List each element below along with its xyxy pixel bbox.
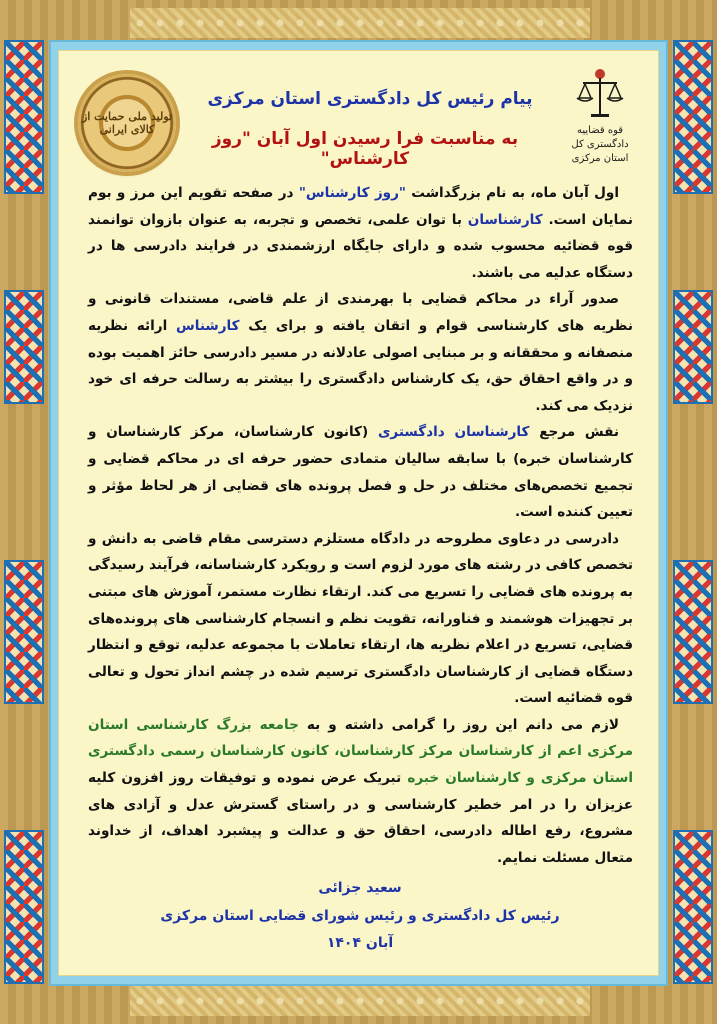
p1-text-a: اول آبان ماه، به نام بزرگداشت — [406, 185, 619, 201]
p1-text-e: با توان علمی، تخصص و تجربه، به عنوان بازوان توانمند قوه قضائیه محسوب شده و دارای جایگاه ارزشمندی در فرایند دادرسی ها در دستگاه عدلیه می باشند. — [88, 211, 633, 281]
page-title: پیام رئیس کل دادگستری استان مرکزی — [207, 89, 533, 109]
seal-text: تولید ملی حمایت از کالای ایرانی — [81, 110, 173, 136]
p1-text-c: در صفحه تقویم این مرز و بوم نمایان است. — [88, 185, 633, 228]
p2-text-c: ارائه نظریه منصفانه و محققانه و بر مبنایی اصولی عادلانه در مسیر دادرسی حائز اهمیت بوده و در واقع احقاق حق، یک کارشناس دادگستری را بیشتر به رسالت حرفه ای خود نزدیک می کند. — [88, 317, 633, 414]
p1-highlight-experts: کارشناسان — [467, 211, 543, 228]
message-body — [88, 180, 633, 871]
right-ornament-2 — [673, 290, 713, 404]
p5-highlight-community: جامعه بزرگ کارشناسی استان مرکزی اعم از کارشناسان مرکز کارشناسان، کانون کارشناسان رسمی دادگستری استان مرکزی و کارشناسان خبره — [88, 716, 633, 787]
p1-highlight-day: "روز کارشناس" — [298, 185, 406, 201]
p5-text-c: تبریک عرض نموده و توفیقات روز افزون کلیه عزیزان را در امر خطیر کارشناسی و در راستای گسترش عدل و آزادی های مشروع، رفع اطاله دادرسی، احقاق حق و عدالت و پیشبرد اهداف، از خداوند متعال مسئلت نمایم. — [88, 770, 633, 866]
p2-highlight-expert: کارشناس — [175, 317, 240, 334]
right-ornament-1 — [673, 40, 713, 194]
right-ornament-3 — [673, 560, 713, 704]
paragraph-2 — [88, 286, 633, 419]
p5-text-a: لازم می دانم این روز را گرامی داشته و به — [298, 716, 619, 733]
left-ornament-4 — [4, 830, 44, 984]
left-ornament-2 — [4, 290, 44, 404]
org-name-line2: دادگستری کل استان مرکزی — [571, 139, 629, 164]
left-ornament-1 — [4, 40, 44, 194]
p2-text-a: صدور آراء در محاکم قضایی با بهرمندی از علم قاضی، مستندات قانونی و نظریه های کارشناسی قوام و اتقان یافته و برای یک — [88, 291, 634, 334]
org-name-line1: قوه قضاییه — [576, 125, 624, 136]
paragraph-3 — [88, 419, 633, 525]
signatory-role: رئیس کل دادگستری و رئیس شورای قضایی استان مرکزی — [160, 908, 560, 924]
left-ornament-3 — [4, 560, 44, 704]
top-ornament-band — [130, 8, 590, 38]
page-subtitle: به مناسبت فرا رسیدن اول آبان "روز کارشناس" — [211, 129, 519, 169]
scales-of-justice-icon — [575, 66, 625, 124]
judiciary-emblem — [560, 66, 640, 176]
p3-highlight-court-experts: کارشناسان دادگستری — [377, 424, 530, 441]
p3-text-c: (کانون کارشناسان، مرکز کارشناسان و کارشناسان خبره) با سابقه سالیان متمادی حضور حرفه ای در محاکم قضایی و تجمیع تخصص‌های مختلف در حل و فصل پرونده های قضایی از هر لحاظ مؤثر و تعیین کننده است. — [88, 424, 633, 521]
message-date: آبان ۱۴۰۴ — [326, 935, 394, 951]
bottom-ornament-band — [130, 986, 590, 1016]
signature-block — [160, 874, 560, 956]
national-production-seal — [78, 74, 176, 172]
signatory-name: سعید جزائی — [318, 880, 402, 896]
paragraph-5 — [88, 712, 633, 872]
paragraph-1 — [88, 180, 633, 286]
right-ornament-4 — [673, 830, 713, 984]
p3-text-a: نقش مرجع — [529, 424, 620, 441]
paragraph-4: دادرسی در دعاوی مطروحه در دادگاه مستلزم دسترسی مقام قاضی به دانش و تخصص کافی در رشته های مورد لزوم است و رویکرد کارشناسانه، فرآیند رسیدگی به پرونده های قضایی را تسریع می کند. ارتقاء نظارت مستمر، آموزش های مبتنی بر تجهیزات هوشمند و فناورانه، تقویت نظم و انسجام کارشناسی های پرونده‌های قضایی، تسریع در اعلام نظریه ها، ارتقاء تعاملات با مجموعه عدلیه، توقع و انتظار دستگاه قضایی از کارشناسان دادگستری ترسیم شده در چشم انداز تحول و تعالی قوه قضائیه است. — [88, 530, 633, 707]
